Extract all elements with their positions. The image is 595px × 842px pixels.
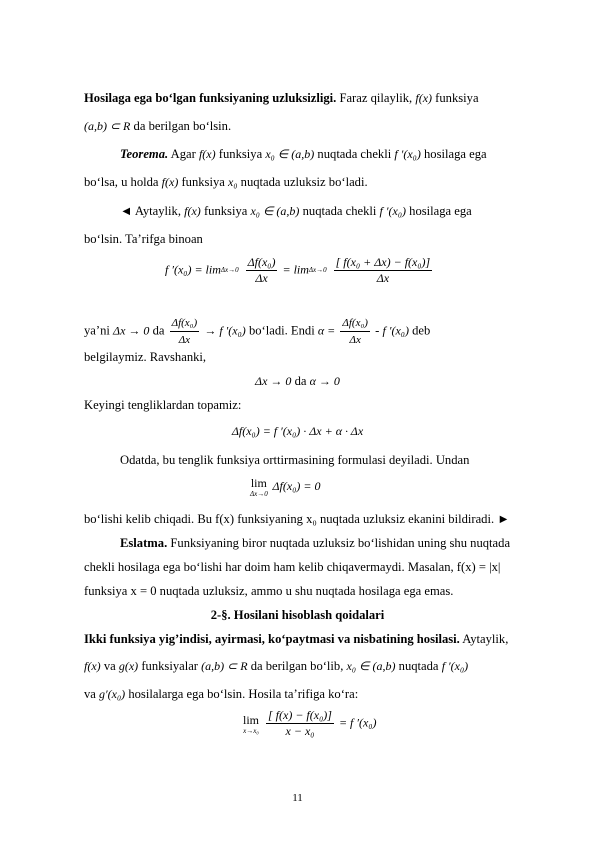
proof-text: ya’ni [84,323,110,338]
frac-den: Δx [349,334,361,346]
math-fprime-x0: f ′(x₀) [394,147,421,161]
math-fx: f(x) [84,659,101,673]
proof-text: belgilaymiz. Ravshanki, [84,350,207,364]
theorem-label: Teorema. [120,147,169,161]
math-interval: (a,b) ⊂ R [201,659,248,673]
math-x0-in-ab: x₀ ∈ (a,b) [250,204,300,218]
eq-den: Δx [255,271,268,285]
eq-lim-sub: Δx→0 [220,266,239,274]
proof-text: bo‘lsin. Ta’rifga binoan [84,232,203,246]
eq-rest: = f ′(x₀) [338,715,377,730]
eq-lim: lim [243,712,260,727]
remark-line-2 [84,559,511,575]
page-number: 11 [292,792,303,804]
section-heading-text: 2-§. Hosilani hisoblash qoidalari [210,608,385,622]
theorem-text: Agar [170,147,196,161]
proof-text: Keyingi tengliklardan topamiz: [84,398,242,412]
eq-den2: Δx [376,271,390,285]
math-gx: g(x) [118,659,139,673]
remark-text: Funksiyaning biror nuqtada uzluksiz bo‘lishidan uning shu nuqtada [170,536,511,550]
remark-label: Eslatma. [120,536,168,550]
math-x0: x₀ [228,175,238,189]
eq-lim: lim [250,476,267,490]
remark-text: funksiya x = 0 nuqtada uzluksiz, ammo u shu nuqtada hosilaga ega emas. [84,584,454,598]
proof-text: nuqtada chekli [302,204,377,218]
proof-line-1 [120,203,511,219]
intro-line-2 [84,118,511,134]
math-interval: (a,b) ⊂ R [84,119,131,133]
remark-line-1 [120,535,511,551]
proof-text: hosilaga ega [409,204,472,218]
eq-lim-sub: x→x₀ [243,726,259,735]
proof-line-5 [84,397,511,413]
eq-rest: Δf(x₀) = 0 [272,478,321,493]
frac-num: Δf(x₀) [170,315,200,332]
eq-left: f ′(x₀) = lim [165,262,221,277]
section-text: funksiyalar [141,659,198,673]
math-x0-in-ab: x₀ ∈ (a,b) [265,147,315,161]
equation-derivative-definition [165,255,434,286]
proof-text: da [294,374,307,388]
section-text: va [103,659,116,673]
section-text: hosilalarga ega bo‘lsin. Hosila ta’rifiga ko‘ra: [128,687,359,701]
math-dx-to-0: Δx → 0 [113,323,150,338]
eq-den: x − x₀ [285,724,315,738]
equation-limit-alpha [84,373,511,389]
eq-mid: = lim [282,262,309,277]
section-subheading: Ikki funksiya yig’indisi, ayirmasi, ko‘paytmasi va nisbatining hosilasi. [84,632,460,646]
section-line-2 [84,658,511,674]
math-increment: Δf(x₀) = f ′(x₀) · Δx + α · Δx [231,424,364,438]
proof-text: bo‘ladi. Endi [248,323,315,338]
section-heading [84,607,511,623]
section-title: Hosilaga ega bo‘lgan funksiyaning uzluksizligi. [84,91,337,105]
math-fx: f(x) [184,204,201,218]
theorem-text: nuqtada chekli [317,147,392,161]
remark-text: chekli hosilaga ega bo‘lishi har doim ham kelib chiqavermaydi. Masalan, f(x) = |x| [84,560,501,574]
section-line-3 [84,686,511,702]
frac-num: Δf(x₀) [340,315,370,332]
section-line-1 [84,631,511,647]
eq-num: [ f(x) − f(x₀)] [268,708,332,722]
theorem-text: funksiya [181,175,225,189]
proof-text: funksiya [203,204,248,218]
theorem-text: hosilaga ega [423,147,487,161]
math-alpha-to-0: α → 0 [309,374,340,388]
math-fprime-x0: f ′(x₀) [379,204,406,218]
equation-increment [84,423,511,439]
proof-text: ◄ Aytaylik, [120,204,181,218]
section-text: da berilgan bo‘lib, [250,659,344,673]
math-arrow: → f ′(x₀) [204,323,246,338]
math-gprime-x0: g′(x₀) [99,687,126,701]
math-alpha: α = [317,323,336,338]
proof-line-2 [84,231,511,247]
theorem-text: nuqtada uzluksiz bo‘ladi. [240,175,368,189]
theorem-text: funksiya [218,147,263,161]
eq-num: Δf(x₀) [247,255,276,269]
frac-den: Δx [178,334,191,346]
proof-text: deb [412,323,431,338]
proof-line-3 [84,315,511,348]
eq-lim-sub: Δx→0 [308,266,327,274]
theorem-text: bo‘lsa, u holda [84,175,159,189]
math-x0-in-ab: x₀ ∈ (a,b) [346,659,396,673]
proof-text: bo‘lishi kelib chiqadi. Bu f(x) funksiyaning x₀ nuqtada uzluksiz ekanini bildiradi. ► [84,512,510,526]
eq-lim-sub: Δx→0 [250,490,268,498]
math-minus: - [375,323,380,338]
equation-derivative-limit [243,708,376,739]
intro-after: funksiya [435,91,479,105]
theorem-line-1 [120,146,511,162]
proof-line-6 [120,452,511,468]
math-fprime-x0: f ′(x₀) [441,659,469,673]
remark-line-3 [84,583,511,599]
section-text: nuqtada [398,659,439,673]
section-text: Aytaylik, [462,632,509,646]
proof-text: da [152,323,165,338]
math-fprime-x0: f ′(x₀) [382,323,409,338]
proof-text: Odatda, bu tenglik funksiya orttirmasining formulasi deyiladi. Undan [120,453,470,467]
proof-line-4 [84,349,511,365]
theorem-line-2 [84,174,511,190]
equation-limit-zero [250,476,320,498]
proof-line-7 [84,511,511,527]
math-dx-to-0: Δx → 0 [255,374,292,388]
intro-text: Faraz qilaylik, [339,91,413,105]
math-fx: f(x) [198,147,216,161]
eq-num2: [ f(x₀ + Δx) − f(x₀)] [335,255,431,269]
section-text: va [84,687,96,701]
intro-line-1 [84,90,511,106]
math-fx: f(x) [161,175,179,189]
math-fx: f(x) [415,91,433,105]
intro-rest: da berilgan bo‘lsin. [133,119,232,133]
